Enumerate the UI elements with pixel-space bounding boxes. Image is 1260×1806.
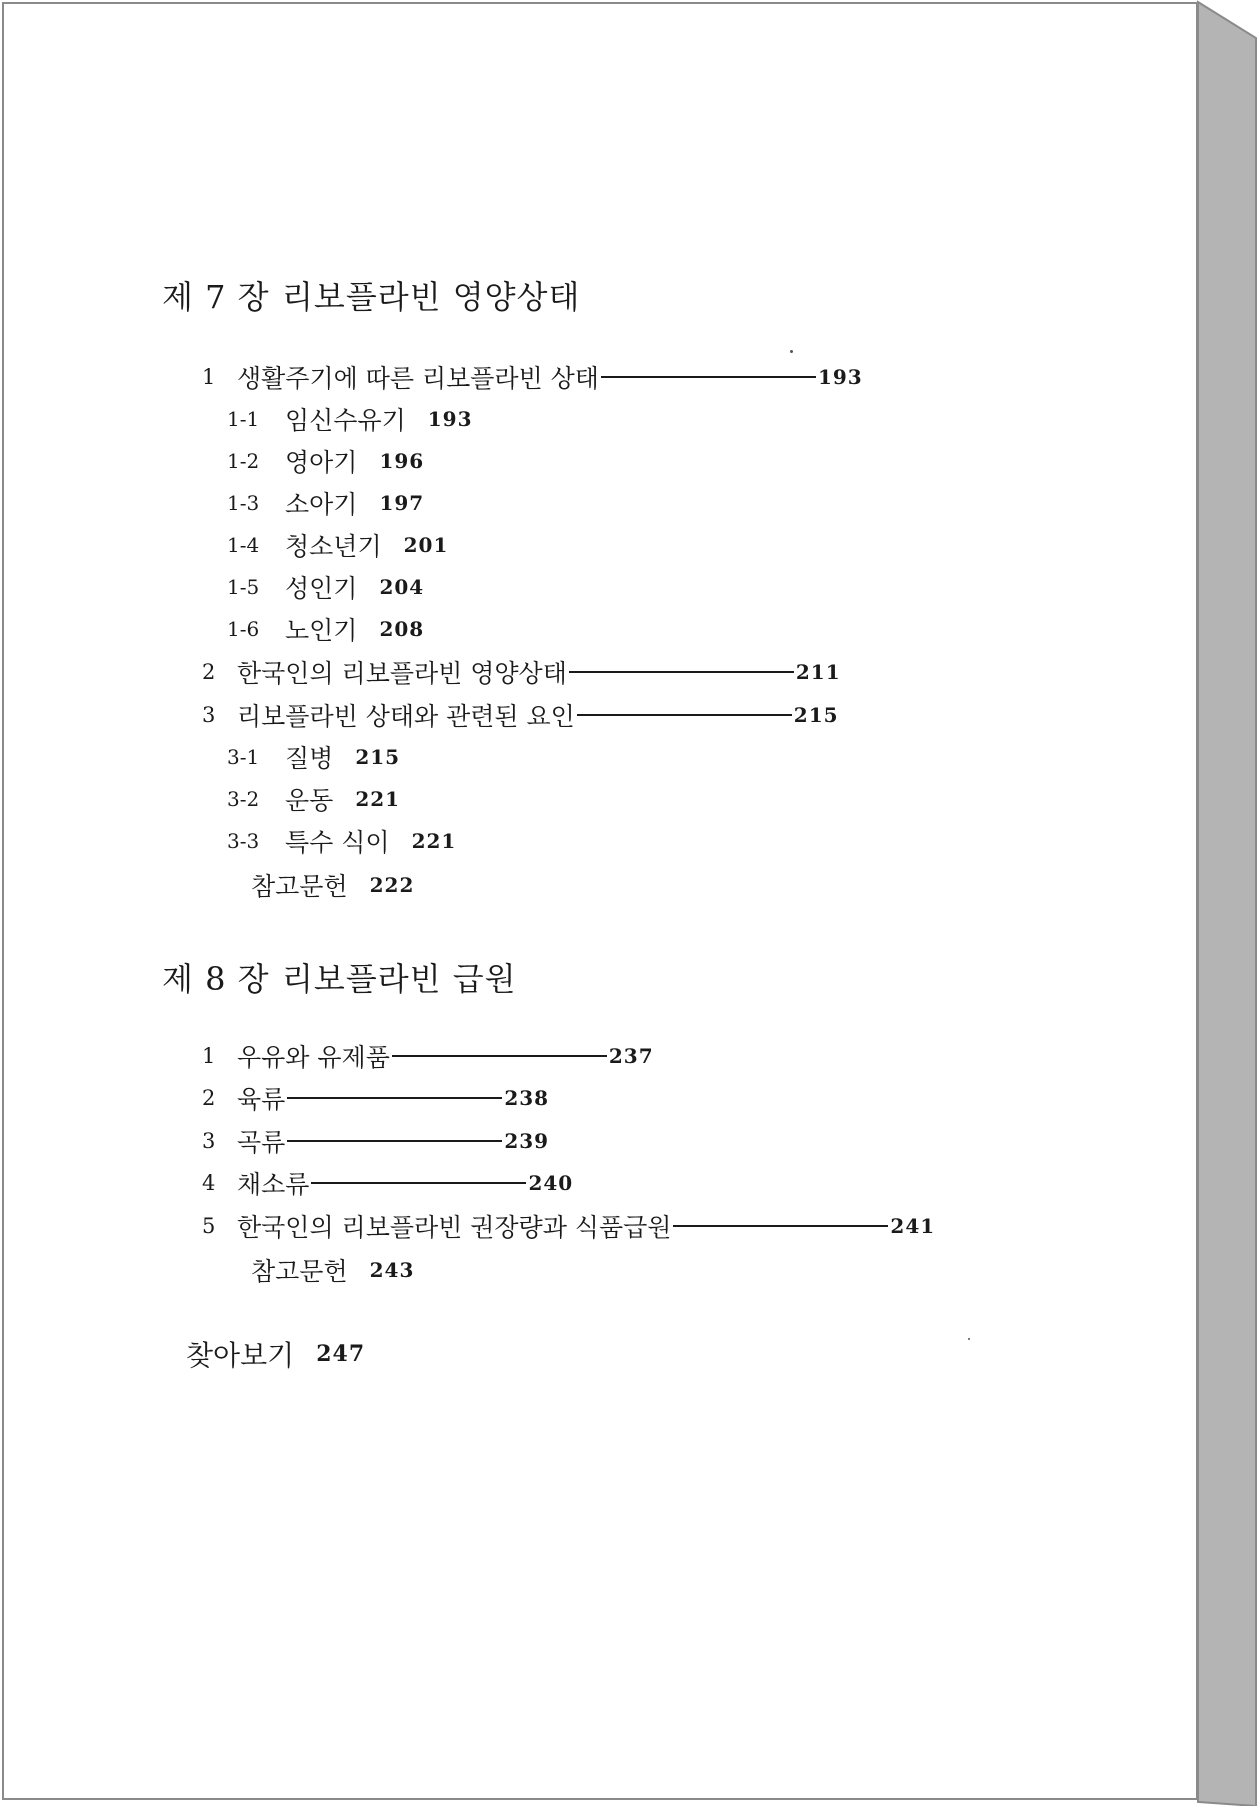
chapter-label: 제 8 장 xyxy=(162,960,270,998)
section-number: 5 xyxy=(202,1214,216,1238)
index-title: 찾아보기 xyxy=(186,1339,295,1372)
section-title: 질병 xyxy=(285,744,334,773)
section-number: 3-3 xyxy=(227,829,260,853)
toc-entry[interactable] xyxy=(202,1038,654,1074)
section-title: 육류 xyxy=(237,1085,286,1114)
dot-leader xyxy=(577,714,792,716)
section-title: 우유와 유제품 xyxy=(237,1043,390,1072)
toc-entry[interactable] xyxy=(202,1080,549,1116)
toc-entry[interactable] xyxy=(202,1165,573,1201)
table-of-contents xyxy=(4,4,1200,1802)
page-number: 201 xyxy=(403,533,449,557)
chapter-label: 제 7 장 xyxy=(162,278,270,316)
section-number: 1-1 xyxy=(227,407,260,431)
section-title: 특수 식이 xyxy=(285,828,390,857)
section-title: 영아기 xyxy=(285,448,358,477)
print-speck xyxy=(968,1338,970,1340)
page-number: 241 xyxy=(890,1214,936,1238)
chapter-title: 리보플라빈 영양상태 xyxy=(282,278,581,316)
section-title: 노인기 xyxy=(285,616,358,645)
section-number: 1-5 xyxy=(227,575,260,599)
page-number: 221 xyxy=(355,787,401,811)
section-number: 3 xyxy=(202,1129,216,1153)
references-title: 참고문헌 xyxy=(251,1257,348,1286)
section-title: 곡류 xyxy=(237,1128,286,1157)
page-number: 193 xyxy=(817,365,863,389)
toc-subentry[interactable] xyxy=(227,401,473,437)
dot-leader xyxy=(311,1182,526,1184)
page-number: 243 xyxy=(369,1258,415,1282)
toc-subentry[interactable] xyxy=(227,527,448,563)
page-number: 208 xyxy=(379,617,425,641)
dot-leader xyxy=(287,1097,502,1099)
page-number: 240 xyxy=(528,1171,574,1195)
page-number: 247 xyxy=(316,1341,366,1367)
page-number: 238 xyxy=(504,1086,550,1110)
section-number: 3-2 xyxy=(227,787,260,811)
page-number: 193 xyxy=(427,407,473,431)
chapter-heading xyxy=(162,272,580,318)
section-number: 4 xyxy=(202,1171,216,1195)
section-title: 성인기 xyxy=(285,574,358,603)
page-number: 211 xyxy=(795,660,841,684)
toc-subentry[interactable] xyxy=(227,485,424,521)
dot-leader xyxy=(392,1055,607,1057)
dot-leader xyxy=(601,376,816,378)
section-title: 운동 xyxy=(285,786,334,815)
section-number: 1-3 xyxy=(227,491,260,515)
page-number: 197 xyxy=(379,491,425,515)
section-title: 한국인의 리보플라빈 영양상태 xyxy=(237,659,567,688)
section-number: 3 xyxy=(202,703,216,727)
section-title: 채소류 xyxy=(237,1170,310,1199)
page-number: 237 xyxy=(608,1044,654,1068)
section-title: 소아기 xyxy=(285,490,358,519)
section-number: 1-4 xyxy=(227,533,260,557)
section-title: 임신수유기 xyxy=(285,406,406,435)
section-number: 1 xyxy=(202,1044,216,1068)
toc-entry[interactable] xyxy=(202,1123,549,1159)
page-number: 239 xyxy=(504,1129,550,1153)
page-number: 215 xyxy=(793,703,839,727)
section-number: 2 xyxy=(202,660,216,684)
toc-references[interactable] xyxy=(251,867,414,903)
dot-leader xyxy=(569,671,794,673)
toc-index[interactable] xyxy=(186,1334,365,1374)
section-number: 3-1 xyxy=(227,745,260,769)
chapter-title: 리보플라빈 급원 xyxy=(282,960,517,998)
toc-entry[interactable] xyxy=(202,654,841,690)
toc-entry[interactable] xyxy=(202,697,839,733)
toc-subentry[interactable] xyxy=(227,443,424,479)
page-number: 204 xyxy=(379,575,425,599)
section-number: 1-2 xyxy=(227,449,260,473)
toc-subentry[interactable] xyxy=(227,781,400,817)
section-title: 생활주기에 따른 리보플라빈 상태 xyxy=(237,364,599,393)
references-title: 참고문헌 xyxy=(251,872,348,901)
toc-references[interactable] xyxy=(251,1252,414,1288)
toc-subentry[interactable] xyxy=(227,569,424,605)
section-number: 1 xyxy=(202,365,216,389)
page-number: 221 xyxy=(411,829,457,853)
toc-entry[interactable] xyxy=(202,359,863,395)
print-speck xyxy=(790,350,793,353)
toc-subentry[interactable] xyxy=(227,823,456,859)
section-number: 2 xyxy=(202,1086,216,1110)
toc-subentry[interactable] xyxy=(227,739,400,775)
section-title: 리보플라빈 상태와 관련된 요인 xyxy=(237,702,575,731)
toc-subentry[interactable] xyxy=(227,611,424,647)
page-number: 215 xyxy=(355,745,401,769)
section-title: 한국인의 리보플라빈 권장량과 식품급원 xyxy=(237,1213,672,1242)
section-number: 1-6 xyxy=(227,617,260,641)
section-title: 청소년기 xyxy=(285,532,382,561)
dot-leader xyxy=(287,1140,502,1142)
dot-leader xyxy=(673,1225,888,1227)
book-page xyxy=(2,2,1198,1800)
chapter-heading xyxy=(162,954,517,1000)
toc-entry[interactable] xyxy=(202,1208,935,1244)
page-number: 196 xyxy=(379,449,425,473)
page-number: 222 xyxy=(369,873,415,897)
